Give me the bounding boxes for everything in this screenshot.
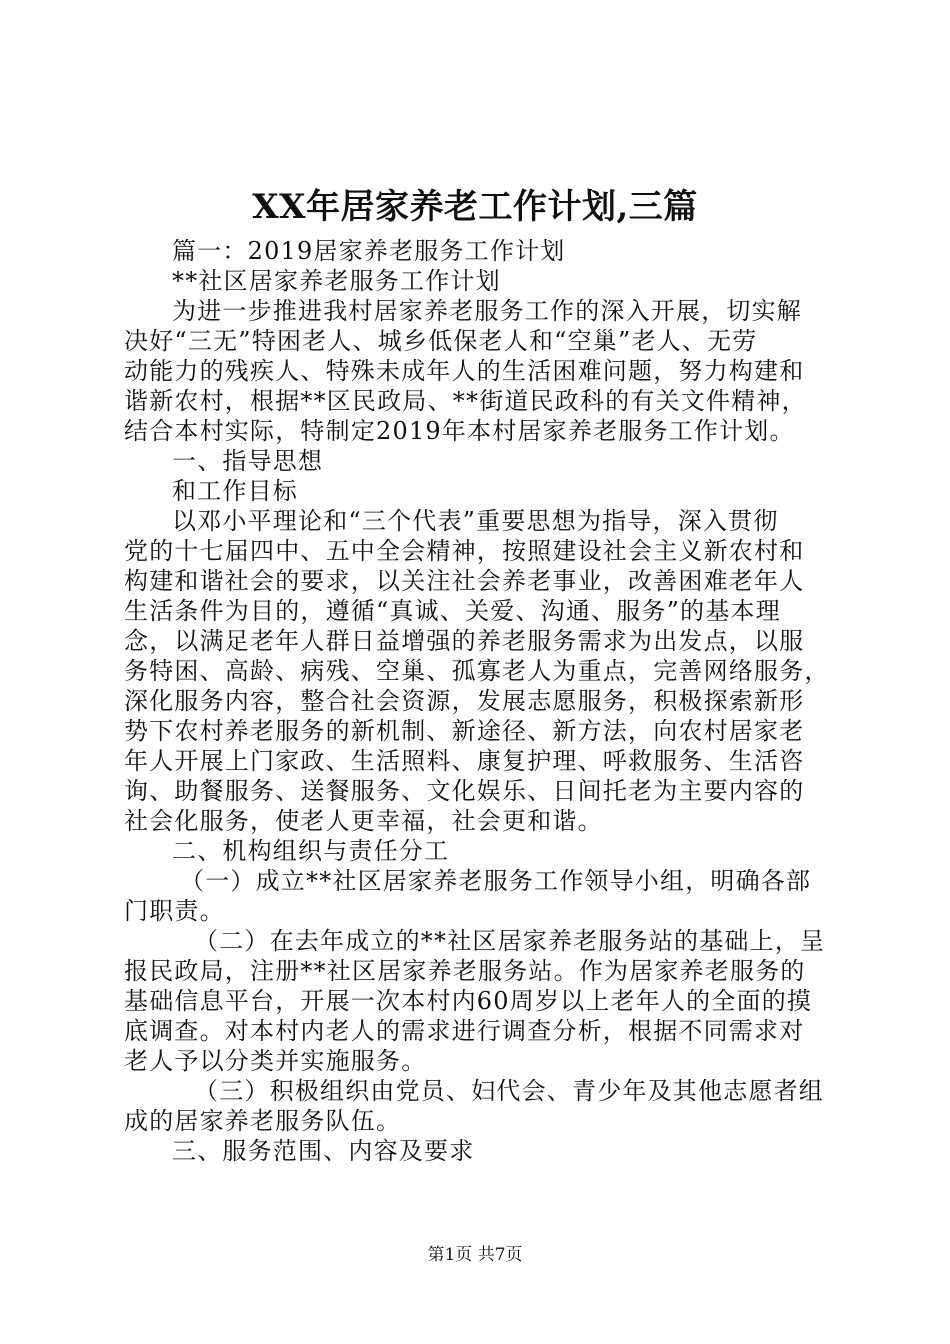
text-line: 动能力的残疾人、特殊未成年人的生活困难问题，努力构建和	[124, 357, 805, 385]
text-line: 一、指导思想	[172, 447, 324, 475]
text-line: 势下农村养老服务的新机制、新途径、新方法，向农村居家老	[124, 717, 805, 745]
page-footer: 第1页 共7页	[427, 1245, 523, 1265]
text-line: 构建和谐社会的要求，以关注社会养老事业，改善困难老年人	[124, 567, 805, 595]
text-line: 年人开展上门家政、生活照料、康复护理、呼救服务、生活咨	[124, 747, 805, 775]
text-line: 门职责。	[124, 897, 225, 925]
text-line: 为进一步推进我村居家养老服务工作的深入开展，切实解	[172, 297, 802, 325]
text-line: 以邓小平理论和“三个代表”重要思想为指导，深入贯彻	[172, 507, 779, 535]
text-line: （二）在去年成立的**社区居家养老服务站的基础上，呈	[194, 927, 826, 955]
text-line: 基础信息平台，开展一次本村内60周岁以上老年人的全面的摸	[124, 987, 813, 1015]
text-line: 篇一：2019居家养老服务工作计划	[172, 237, 566, 265]
text-line: 决好“三无”特困老人、城乡低保老人和“空巢”老人、无劳	[124, 327, 758, 355]
text-line: 成的居家养老服务队伍。	[124, 1107, 402, 1135]
text-line: （一）成立**社区居家养老服务工作领导小组，明确各部	[180, 867, 812, 895]
document-title: XX年居家养老工作计划,三篇	[252, 187, 698, 227]
document-body	[124, 236, 836, 1166]
text-line: 深化服务内容，整合社会资源，发展志愿服务，积极探索新形	[124, 687, 805, 715]
text-line: 谐新农村，根据**区民政局、**街道民政科的有关文件精神，	[124, 387, 807, 415]
text-line: 党的十七届四中、五中全会精神，按照建设社会主义新农村和	[124, 537, 805, 565]
text-line: 务特困、高龄、病残、空巢、孤寡老人为重点，完善网络服务，	[124, 657, 830, 685]
text-line: 念，以满足老年人群日益增强的养老服务需求为出发点，以服	[124, 627, 805, 655]
text-line: 报民政局，注册**社区居家养老服务站。作为居家养老服务的	[124, 957, 806, 985]
text-line: 二、机构组织与责任分工	[172, 837, 450, 865]
text-line: 和工作目标	[172, 477, 298, 505]
text-line: 结合本村实际，特制定2019年本村居家养老服务工作计划。	[124, 417, 795, 445]
text-line: **社区居家养老服务工作计划	[172, 267, 501, 295]
text-line: 生活条件为目的，遵循“真诚、关爱、沟通、服务”的基本理	[124, 597, 781, 625]
text-line: （三）积极组织由党员、妇代会、青少年及其他志愿者组	[194, 1077, 824, 1105]
text-line: 社会化服务，使老人更幸福，社会更和谐。	[124, 807, 603, 835]
text-line: 三、服务范围、内容及要求	[172, 1137, 475, 1165]
text-line: 底调查。对本村内老人的需求进行调查分析，根据不同需求对	[124, 1017, 805, 1045]
text-line: 老人予以分类并实施服务。	[124, 1047, 427, 1075]
text-line: 询、助餐服务、送餐服务、文化娱乐、日间托老为主要内容的	[124, 777, 805, 805]
